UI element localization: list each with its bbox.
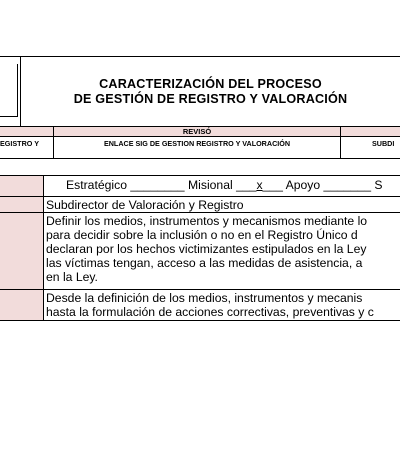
apoyo-blank: _______ bbox=[323, 178, 371, 192]
process-type-row bbox=[44, 178, 400, 195]
approval-left-role: EGISTRO Y bbox=[0, 139, 40, 148]
objective-row bbox=[44, 214, 400, 289]
objective-line: para decidir sobre la inclusión o no en el Registro Único d bbox=[46, 228, 358, 242]
objective-line: las víctimas tengan, acceso a las medidas de asistencia, a bbox=[46, 256, 363, 270]
misional-blank-after: ___ bbox=[262, 178, 283, 192]
misional-mark: x bbox=[256, 178, 263, 192]
row2-bottom-border bbox=[0, 212, 400, 213]
scope-row bbox=[44, 291, 400, 320]
estrategico-blank: ________ bbox=[130, 178, 185, 192]
responsible-label-cell bbox=[0, 197, 43, 212]
misional-label: Misional bbox=[187, 178, 233, 192]
document-title bbox=[21, 57, 400, 127]
approval-right-role: SUBDI bbox=[372, 139, 395, 148]
approval-bottom-border bbox=[0, 158, 400, 159]
title-line-1: CARACTERIZACIÓN DEL PROCESO bbox=[99, 77, 322, 91]
reviso-header: REVISÓ bbox=[54, 127, 340, 136]
approval-cell-left-header bbox=[0, 127, 53, 136]
page-top-margin bbox=[0, 0, 400, 56]
process-type-label-cell bbox=[0, 176, 43, 196]
details-top-border bbox=[0, 175, 400, 176]
misional-blank-before: ___ bbox=[236, 178, 257, 192]
logo-placeholder bbox=[0, 64, 18, 117]
scope-line: Desde la definición de los medios, instrumentos y mecanis bbox=[46, 291, 363, 305]
objective-line: Definir los medios, instrumentos y mecanismos mediante lo bbox=[46, 214, 368, 228]
apoyo-label: Apoyo bbox=[285, 178, 321, 192]
objective-line: declaran por los hechos victimizantes estipulados en la Ley bbox=[46, 242, 367, 256]
responsible-row bbox=[44, 198, 400, 212]
objective-line: en la Ley. bbox=[46, 270, 98, 284]
responsible-text: Subdirector de Valoración y Registro bbox=[46, 198, 244, 212]
objective-label-cell bbox=[0, 213, 43, 289]
scope-line: hasta la formulación de acciones correctivas, preventivas y c bbox=[46, 305, 374, 319]
details-bottom-border bbox=[0, 320, 400, 321]
row3-bottom-border bbox=[0, 289, 400, 290]
trailing-option: S bbox=[374, 178, 383, 192]
approval-middle-role: ENLACE SIG DE GESTION REGISTRO Y VALORACIÓN bbox=[103, 139, 291, 148]
scope-label-cell bbox=[0, 290, 43, 320]
title-line-2: DE GESTIÓN DE REGISTRO Y VALORACIÓN bbox=[73, 92, 348, 106]
estrategico-label: Estratégico bbox=[66, 178, 127, 192]
approval-cell-right-header bbox=[341, 127, 400, 136]
row1-bottom-border bbox=[0, 196, 400, 197]
